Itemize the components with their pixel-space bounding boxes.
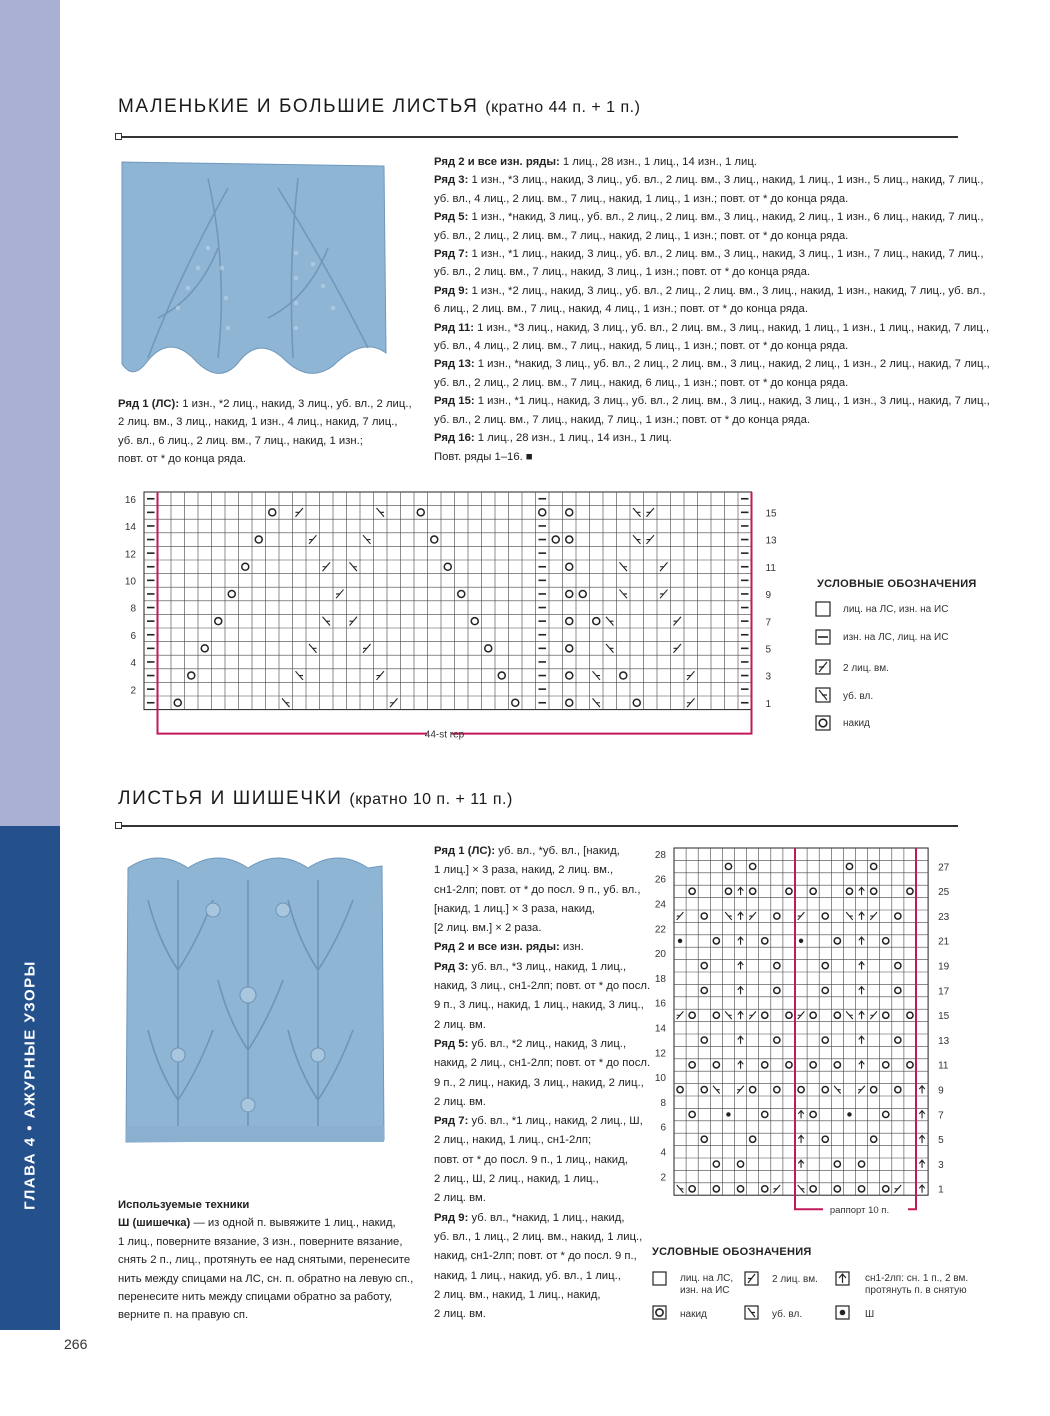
ssk-icon: [745, 1306, 758, 1319]
row-text: уб. вл., 1 лиц., 2 лиц. вм., накид, 1 лиц.,: [434, 1230, 643, 1243]
row-text: 2 лиц. вм.: [434, 1308, 486, 1321]
sl1-k2tog-psso-icon: [836, 1272, 849, 1285]
row-label-left: 6: [130, 630, 136, 642]
row-label-left: 26: [654, 874, 666, 886]
chart-leaves-bobbles: [640, 840, 960, 1220]
legend2-text: лиц. на ЛС, изн. на ИС: [680, 1273, 734, 1296]
row-text: 1 изн., *накид, 3 лиц., уб. вл., 2 лиц., 2 лиц. вм., 3 лиц., накид, 2 лиц., 1 изн., 6 лиц., накид, 7 лиц.,: [471, 211, 984, 224]
k2tog-icon: [816, 660, 830, 674]
row-label-left: 4: [660, 1147, 666, 1159]
techniques-block: [118, 1196, 413, 1325]
row-label-right: 23: [938, 911, 950, 923]
row-label-left: 2: [660, 1172, 666, 1184]
legend1-text: уб. вл.: [843, 691, 874, 702]
repeat-note: Повт. ряды 1–16. ■: [434, 450, 533, 463]
row-text: уб. вл., 2 лиц. вм., 7 лиц., накид, 3 лиц., 1 изн.; повт. от * до конца ряда.: [434, 266, 811, 279]
row-label-left: 12: [654, 1048, 666, 1060]
chapter-label: ГЛАВА 4 • АЖУРНЫЕ УЗОРЫ: [21, 960, 39, 1210]
technique-line: снять 2 п., лиц., протянуть ее над снятыми, перенесите: [118, 1254, 411, 1267]
row-label-left: 10: [654, 1073, 666, 1085]
section1-instructions: [434, 153, 990, 466]
technique-line: — из одной п. вывяжите 1 лиц., накид,: [193, 1217, 396, 1230]
section1-heading: [118, 96, 640, 118]
row-label-left: 2: [130, 685, 136, 697]
chart-leaves: [110, 484, 790, 740]
section1-subtitle: (кратно 44 п. + 1 п.): [485, 99, 641, 116]
section2-heading: [118, 788, 513, 810]
yarn-over-icon: [816, 716, 830, 730]
row-label-right: 3: [938, 1159, 944, 1171]
row-label-left: 6: [660, 1122, 666, 1134]
row-label: Ряд 13:: [434, 358, 475, 371]
row-label: Ряд 7:: [434, 1115, 469, 1128]
row-text: уб. вл., *накид, 1 лиц., накид,: [471, 1211, 625, 1224]
bobble-icon: [836, 1306, 849, 1319]
row-label-right: 15: [765, 508, 777, 520]
row-label-left: 14: [124, 522, 136, 534]
row-text: накид, 1 лиц., накид, уб. вл., 1 лиц.,: [434, 1269, 621, 1282]
row-label: Ряд 9:: [434, 1211, 469, 1224]
row1-line: 1 изн., *2 лиц., накид, 3 лиц., уб. вл., 2 лиц.,: [182, 398, 412, 410]
row-text: 1 изн., *2 лиц., накид, 3 лиц., уб. вл., 2 лиц., 2 лиц. вм., 3 лиц., накид, 1 изн., накид, 7 лиц., уб. вл.,: [471, 284, 986, 297]
row-text: уб. вл., *уб. вл., [накид,: [498, 845, 620, 857]
row-text: уб. вл., *3 лиц., накид, 1 лиц.,: [471, 960, 627, 973]
row-label: Ряд 3:: [434, 174, 469, 187]
legend1-text: изн. на ЛС, лиц. на ИС: [843, 632, 949, 643]
row-label-left: 4: [130, 658, 136, 670]
row-label-right: 19: [938, 961, 950, 973]
row-label-right: 27: [938, 862, 950, 874]
legend2-text: Ш: [865, 1309, 875, 1320]
row-label-right: 5: [938, 1135, 944, 1147]
bobble-icon: [799, 939, 803, 943]
row-label: Ряд 2 и все изн. ряды:: [434, 941, 560, 954]
k2tog-icon: [745, 1272, 758, 1285]
yarn-over-icon: [653, 1306, 666, 1319]
row-label-right: 7: [765, 617, 772, 629]
row-label-right: 15: [938, 1011, 950, 1023]
row-text: 1 лиц.] × 3 раза, накид, 2 лиц. вм.,: [434, 864, 614, 877]
row-label: Ряд 11:: [434, 321, 474, 334]
row-text: уб. вл., 2 лиц., 2 лиц. вм., 7 лиц., накид, 6 лиц., 1 изн.; повт. от * до конца ряда.: [434, 376, 849, 389]
row-label: Ряд 9:: [434, 284, 469, 297]
row-text: 1 изн., *3 лиц., накид, 3 лиц., уб. вл., 2 лиц. вм., 3 лиц., накид, 1 лиц., 1 изн., 1 лиц., накид, 7 лиц.,: [477, 321, 990, 334]
dash-square-icon: [816, 630, 830, 644]
section2-title: ЛИСТЬЯ И ШИШЕЧКИ: [118, 788, 343, 809]
ssk-icon: [816, 688, 830, 702]
empty-square-icon: [816, 602, 830, 616]
row-text: накид, сн1-2лп; повт. от * до посл. 9 п.,: [434, 1250, 637, 1263]
row-text: 2 лиц. вм.: [434, 1192, 486, 1205]
row-text: 2 лиц. вм., накид, 1 лиц., накид,: [434, 1288, 601, 1301]
row-text: 9 п., 2 лиц., накид, 3 лиц., накид, 2 лиц.,: [434, 1076, 644, 1089]
row-text: 2 лиц., Ш, 2 лиц., накид, 1 лиц.,: [434, 1173, 599, 1186]
row-text: [накид, 1 лиц.] × 3 раза, накид,: [434, 902, 595, 915]
row-text: повт. от * до посл. 9 п., 1 лиц., накид,: [434, 1153, 628, 1166]
row-label-right: 13: [938, 1035, 950, 1047]
row-text: уб. вл., *1 лиц., накид, 2 лиц., Ш,: [471, 1115, 643, 1128]
row-text: накид, 3 лиц., сн1-2лп; повт. от * до посл.: [434, 980, 651, 993]
legend1-text: 2 лиц. вм.: [843, 663, 889, 674]
section2-rule: [118, 825, 958, 827]
row-text: 1 лиц., 28 изн., 1 лиц., 14 изн., 1 лиц.: [562, 156, 757, 168]
legend2-text: накид: [680, 1309, 707, 1320]
row-label: Ряд 15:: [434, 395, 475, 408]
row-label: Ряд 1 (ЛС):: [434, 845, 496, 857]
empty-square-icon: [653, 1272, 666, 1285]
row-text: 1 лиц., 28 изн., 1 лиц., 14 изн., 1 лиц.: [477, 432, 672, 445]
legend2-title: УСЛОВНЫЕ ОБОЗНАЧЕНИЯ: [652, 1246, 812, 1258]
row-text: накид, 2 лиц., сн1-2лп; повт. от * до посл.: [434, 1057, 651, 1070]
legend1-title: УСЛОВНЫЕ ОБОЗНАЧЕНИЯ: [817, 578, 977, 590]
technique-line: перенесите нить между спицами обратно за работу,: [118, 1291, 393, 1304]
section2-subtitle: (кратно 10 п. + 11 п.): [349, 791, 513, 808]
row-text: изн.: [562, 941, 584, 954]
legend1-text: накид: [843, 718, 870, 729]
row-text: 1 изн., *накид, 3 лиц., уб. вл., 2 лиц., 2 лиц. вм., 3 лиц., накид, 2 лиц., 1 изн., 2 лиц., накид, 7 лиц.,: [477, 358, 990, 371]
bobble-icon: [678, 939, 682, 943]
row-label-left: 16: [654, 998, 666, 1010]
row1-line: уб. вл., 6 лиц., 2 лиц. вм., 7 лиц., накид, 1 изн.;: [118, 434, 363, 447]
knitted-swatch-leaves: [118, 158, 390, 388]
row-label-right: 11: [765, 562, 776, 574]
row-text: 2 лиц. вм.: [434, 1018, 486, 1031]
knitted-swatch-leaves-bobbles: [118, 850, 390, 1150]
legend2-text: 2 лиц. вм.: [772, 1274, 818, 1285]
row-label-right: 9: [765, 590, 772, 602]
section2-rule-dot: [115, 822, 122, 829]
section2-instructions: [434, 842, 650, 1324]
row-label-left: 14: [654, 1023, 666, 1035]
row-text: уб. вл., 2 лиц. вм., 7 лиц., накид, 7 лиц., 1 изн.; повт. от * до конца ряда.: [434, 413, 811, 426]
row-label-right: 9: [938, 1085, 944, 1097]
legend2-text: сн1-2лп: сн. 1 п., 2 вм. протянуть п. в снятую: [865, 1273, 969, 1296]
row-label: Ряд 2 и все изн. ряды:: [434, 156, 560, 168]
row-label-right: 17: [938, 986, 950, 998]
bobble-icon: [847, 1112, 851, 1116]
row1-line: повт. от * до конца ряда.: [118, 453, 247, 466]
row-label-left: 18: [654, 973, 666, 985]
technique-label: Ш (шишечка): [118, 1217, 191, 1230]
row-label-right: 1: [938, 1184, 944, 1196]
section1-rule: [118, 136, 958, 138]
row-label: Ряд 16:: [434, 432, 475, 445]
page-number: 266: [64, 1336, 88, 1352]
section1-rule-dot: [115, 133, 122, 140]
row-label-right: 11: [938, 1060, 949, 1072]
legend1-icons: [815, 601, 833, 741]
row-label-right: 21: [938, 936, 950, 948]
techniques-title: Используемые техники: [118, 1199, 250, 1211]
row-text: 1 изн., *3 лиц., накид, 3 лиц., уб. вл., 2 лиц. вм., 3 лиц., накид, 1 лиц., 1 изн., 5 лиц., накид, 7 лиц.,: [471, 174, 984, 187]
technique-line: верните п. на правую сп.: [118, 1309, 249, 1322]
section1-title: МАЛЕНЬКИЕ И БОЛЬШИЕ ЛИСТЬЯ: [118, 96, 479, 117]
row-text: сн1-2лп; повт. от * до посл. 9 п., уб. вл.,: [434, 883, 641, 896]
repeat-label: 44-st rep: [424, 729, 465, 740]
row1-label: Ряд 1 (ЛС):: [118, 398, 180, 410]
row-text: 1 изн., *1 лиц., накид, 3 лиц., уб. вл., 2 лиц. вм., 3 лиц., накид, 3 лиц., 1 изн., 3 лиц., накид, 7 лиц.,: [477, 395, 990, 408]
row-text: уб. вл., 4 лиц., 2 лиц. вм., 7 лиц., накид, 1 лиц., 1 изн.; повт. от * до конца ряда.: [434, 192, 849, 205]
row-label-right: 5: [765, 644, 772, 656]
row-label-left: 16: [124, 494, 136, 506]
row-label-left: 28: [654, 849, 666, 861]
chart1-grid: [144, 492, 752, 710]
row-text: уб. вл., 2 лиц., 2 лиц. вм., 7 лиц., накид, 2 лиц., 1 изн.; повт. от * до конца ряда.: [434, 229, 849, 242]
row-text: 1 изн., *1 лиц., накид, 3 лиц., уб. вл., 2 лиц. вм., 3 лиц., накид, 3 лиц., 1 изн., 7 лиц., накид, 7 лиц.,: [471, 248, 984, 261]
row-label-left: 22: [654, 924, 666, 936]
row-label: Ряд 5:: [434, 1037, 469, 1050]
legend2-text: уб. вл.: [772, 1309, 803, 1320]
row-label-right: 13: [765, 535, 777, 547]
technique-line: нить между спицами на ЛС, сн. п. обратно на левую сп.,: [118, 1272, 414, 1285]
row-text: 2 лиц., накид, 1 лиц., сн1-2лп;: [434, 1134, 592, 1147]
row-label-left: 10: [124, 576, 136, 588]
row-label-left: 8: [130, 603, 136, 615]
row-text: 6 лиц., 2 лиц. вм., 7 лиц., накид, 4 лиц., 1 изн.; повт. от * до конца ряда.: [434, 303, 808, 316]
chart2-grid: [674, 848, 928, 1195]
repeat-label: раппорт 10 п.: [829, 1205, 890, 1217]
row-label: Ряд 7:: [434, 248, 469, 261]
row-label-left: 20: [654, 949, 666, 961]
row-text: уб. вл., *2 лиц., накид, 3 лиц.,: [471, 1037, 627, 1050]
row1-line: 2 лиц. вм., 3 лиц., накид, 1 изн., 4 лиц., накид, 7 лиц.,: [118, 416, 398, 429]
row-text: [2 лиц. вм.] × 2 раза.: [434, 922, 542, 935]
row-text: 2 лиц. вм.: [434, 1095, 486, 1108]
bobble-icon: [726, 1112, 730, 1116]
technique-line: 1 лиц., поверните вязание, 3 изн., поверните вязание,: [118, 1235, 403, 1248]
row-text: уб. вл., 4 лиц., 2 лиц. вм., 7 лиц., накид, 5 лиц., 1 изн.; повт. от * до конца ряда.: [434, 340, 849, 353]
row-label: Ряд 5:: [434, 211, 469, 224]
row-label-left: 24: [654, 899, 666, 911]
row-label-right: 25: [938, 887, 950, 899]
row-label-right: 7: [938, 1110, 944, 1122]
sidebar-top-band: [0, 0, 60, 826]
section1-row1-block: [118, 395, 412, 469]
row-label: Ряд 3:: [434, 960, 469, 973]
legend1-text: лиц. на ЛС, изн. на ИС: [843, 604, 949, 615]
row-label-left: 12: [124, 549, 136, 561]
row-label-right: 1: [765, 698, 772, 710]
row-label-right: 3: [765, 671, 772, 683]
row-text: 9 п., 3 лиц., накид, 1 лиц., накид, 3 лиц.,: [434, 999, 644, 1012]
row-label-left: 8: [660, 1097, 666, 1109]
